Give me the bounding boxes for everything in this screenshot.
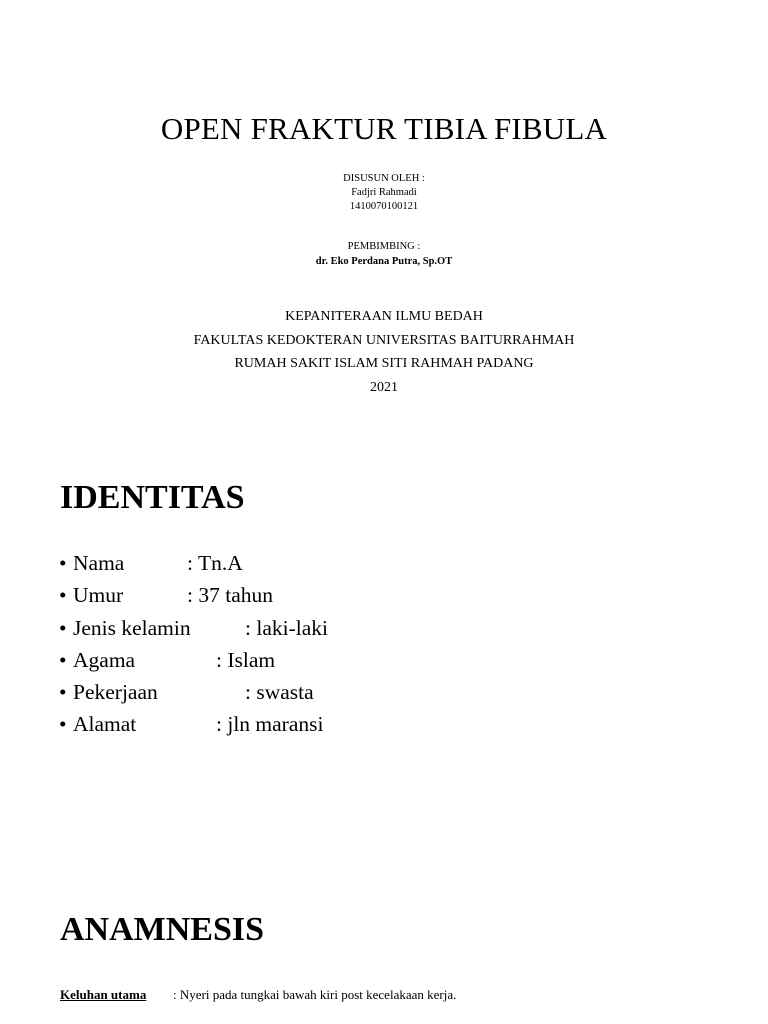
bullet: • bbox=[59, 680, 67, 705]
field-label: Pekerjaan bbox=[73, 680, 158, 705]
supervisor-name: dr. Eko Perdana Putra, Sp.OT bbox=[315, 256, 453, 267]
field-label: Umur bbox=[73, 583, 124, 608]
bullet: • bbox=[59, 583, 67, 608]
field-value: : jln maransi bbox=[216, 712, 324, 737]
bullet: • bbox=[59, 647, 67, 672]
field-value: : Islam bbox=[216, 647, 276, 672]
field-label: Jenis kelamin bbox=[73, 615, 191, 640]
author-id: 1410070100121 bbox=[349, 201, 419, 212]
complaint-value: : Nyeri pada tungkai bawah kiri post kecelakaan kerja. bbox=[173, 987, 457, 1002]
chief-complaint bbox=[60, 986, 457, 1004]
compiled-by-label: DISUSUN OLEH : bbox=[343, 173, 425, 184]
field-label: Agama bbox=[73, 647, 136, 672]
supervisor-label: PEMBIMBING : bbox=[347, 241, 421, 252]
field-value: : Tn.A bbox=[187, 551, 243, 575]
bullet: • bbox=[59, 615, 67, 640]
identitas-heading: IDENTITAS bbox=[60, 479, 245, 516]
field-value: : swasta bbox=[245, 680, 314, 705]
institution-line: KEPANITERAAN ILMU BEDAH bbox=[285, 309, 483, 324]
bullet: • bbox=[59, 712, 67, 737]
field-label: Nama bbox=[73, 551, 125, 575]
field-value: : 37 tahun bbox=[187, 583, 273, 608]
year: 2021 bbox=[370, 380, 398, 395]
institution-line: FAKULTAS KEDOKTERAN UNIVERSITAS BAITURRAHMAH bbox=[193, 333, 575, 348]
institution-line: RUMAH SAKIT ISLAM SITI RAHMAH PADANG bbox=[234, 356, 534, 371]
bullet: • bbox=[59, 551, 67, 575]
field-value: : laki-laki bbox=[245, 615, 328, 640]
document-title: OPEN FRAKTUR TIBIA FIBULA bbox=[160, 111, 608, 146]
anamnesis-heading: ANAMNESIS bbox=[60, 911, 265, 948]
author-name: Fadjri Rahmadi bbox=[351, 187, 417, 198]
complaint-label: Keluhan utama bbox=[60, 987, 147, 1002]
field-label: Alamat bbox=[73, 712, 137, 737]
